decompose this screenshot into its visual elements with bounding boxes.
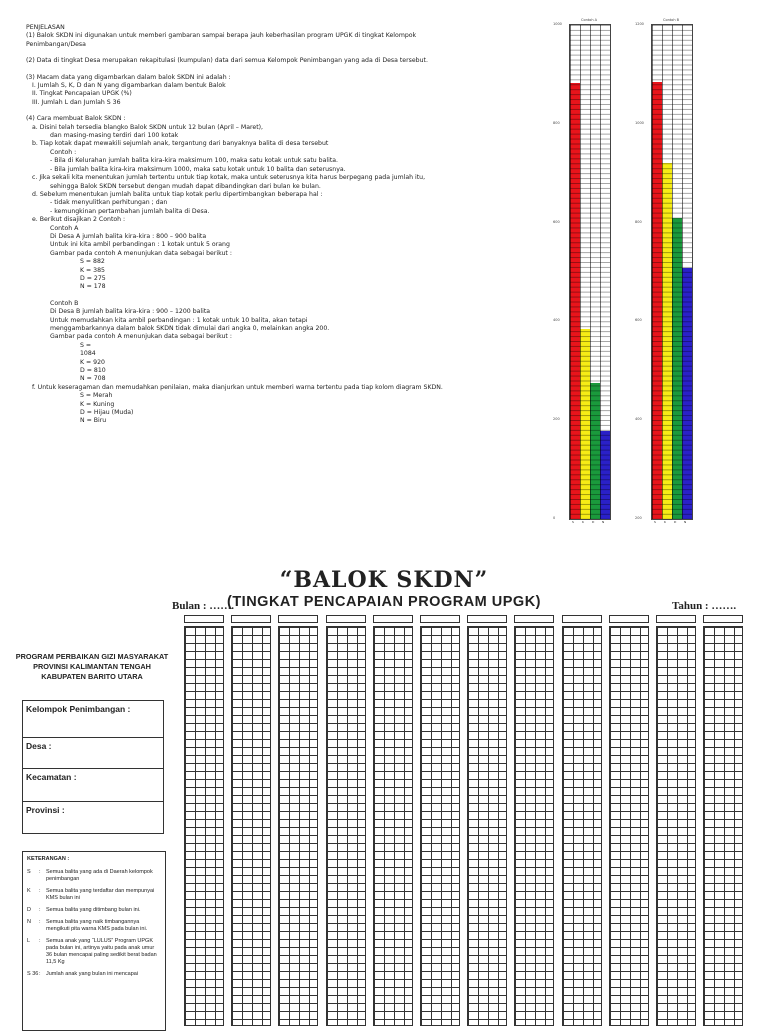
month-column[interactable]	[467, 615, 507, 1026]
penjelasan-line: (2) Data di tingkat Desa merupakan rekapitulasi (kumpulan) data dari semua Kelompok Penimbangan yang ada di Desa tersebut.	[26, 57, 428, 65]
month-column[interactable]	[609, 615, 649, 1026]
keterangan-colon: :	[39, 869, 41, 875]
chart-tick-label: 800	[553, 120, 560, 125]
month-grid[interactable]	[231, 626, 271, 1026]
month-grid[interactable]	[420, 626, 460, 1026]
org-line: KABUPATEN BARITO UTARA	[41, 672, 143, 681]
penjelasan-line	[26, 292, 541, 300]
org-line: PROGRAM PERBAIKAN GIZI MASYARAKAT	[15, 652, 169, 661]
month-header-cell[interactable]	[609, 615, 649, 623]
penjelasan-line: (3) Macam data yang digambarkan dalam balok SKDN ini adalah :	[26, 73, 231, 81]
penjelasan-line: - tidak menyulitkan perhitungan ; dan	[50, 199, 168, 207]
month-header-cell[interactable]	[562, 615, 602, 623]
chart-category-label: S	[654, 520, 656, 524]
month-grid[interactable]	[278, 626, 318, 1026]
penjelasan-line: c. Jika sekali kita menentukan jumlah tertentu untuk tiap kotak, maka untuk seterusnya kita harus berpegang pada jumlah itu,	[32, 174, 426, 182]
chart-title: Contoh A	[581, 18, 598, 22]
keterangan-key: N	[27, 919, 31, 925]
month-grid[interactable]	[326, 626, 366, 1026]
tahun-field: Tahun : …….	[672, 600, 737, 612]
org-line: PROVINSI KALIMANTAN TENGAH	[33, 662, 151, 671]
keterangan-text: Jumlah anak yang bulan ini mencapai	[46, 971, 139, 977]
penjelasan-line: Untuk memudahkan kita ambil perbandingan : 1 kotak untuk 10 balita, akan tetapi	[50, 316, 308, 324]
month-grid[interactable]	[184, 626, 224, 1026]
month-header-cell[interactable]	[231, 615, 271, 623]
penjelasan-line: - kemungkinan pertambahan jumlah balita di Desa.	[50, 207, 210, 215]
penjelasan-line: N = 708	[80, 375, 106, 383]
penjelasan-line	[26, 49, 541, 57]
penjelasan-line: S =	[80, 341, 92, 349]
contoh-a-chart	[553, 16, 613, 531]
contoh-b-chart	[635, 16, 695, 531]
penjelasan-line: dan masing-masing terdiri dari 100 kotak	[50, 132, 179, 140]
penjelasan-line: f. Untuk keseragaman dan memudahkan penilaian, maka dianjurkan untuk memberi warna tertentu pada tiap kolom diagram SKDN.	[32, 383, 443, 391]
penjelasan-line: D = Hijau (Muda)	[80, 409, 134, 417]
penjelasan-line: K = 385	[80, 266, 105, 274]
month-grid[interactable]	[703, 626, 743, 1026]
penjelasan-line: sehingga Balok SKDN tersebut dengan mudah dapat dibandingkan dari bulan ke bulan.	[50, 182, 321, 190]
penjelasan-line: d. Sebelum menentukan jumlah balita untuk tiap kotak perlu dipertimbangkan beberapa hal :	[32, 190, 323, 198]
month-grid[interactable]	[373, 626, 413, 1026]
keterangan-text: Semua balita yang ditimbang bulan ini.	[46, 907, 141, 913]
keterangan-text: Semua balita yang naik timbangannya mengikuti pita warna KMS pada bulan ini.	[46, 919, 148, 932]
chart-tick-label: 1000	[553, 22, 562, 26]
month-column[interactable]	[184, 615, 224, 1026]
month-column[interactable]	[278, 615, 318, 1026]
penjelasan-line: Gambar pada contoh A menunjukan data sebagai berikut :	[50, 249, 232, 257]
penjelasan-line: a. Disini telah tersedia blangko Balok SKDN untuk 12 bulan (April – Maret),	[32, 123, 264, 131]
penjelasan-line: Untuk ini kita ambil perbandingan : 1 kotak untuk 5 orang	[50, 241, 230, 249]
month-header-cell[interactable]	[420, 615, 460, 623]
chart-tick-label: 1200	[635, 22, 644, 26]
penjelasan-line: PENJELASAN	[26, 24, 65, 31]
month-column[interactable]	[326, 615, 366, 1026]
keterangan-key: S	[27, 869, 31, 875]
month-grid[interactable]	[514, 626, 554, 1026]
penjelasan-line: Penimbangan/Desa	[26, 40, 86, 48]
month-header-cell[interactable]	[278, 615, 318, 623]
penjelasan-line: Contoh B	[50, 299, 79, 307]
form-title: “BALOK SKDN”	[279, 567, 489, 593]
chart-tick-label: 0	[553, 516, 556, 520]
keterangan-item	[27, 919, 161, 933]
month-grid[interactable]	[562, 626, 602, 1026]
penjelasan-line	[26, 107, 541, 115]
chart-tick-label: 1000	[635, 120, 644, 125]
chart-tick-label: 400	[553, 318, 560, 323]
penjelasan-line: II. Tingkat Pencapaian UPGK (%)	[32, 90, 132, 98]
month-header-cell[interactable]	[703, 615, 743, 623]
chart-category-label: N	[684, 520, 687, 524]
chart-tick-label: 600	[635, 318, 642, 323]
keterangan-key: S 36	[27, 971, 39, 977]
keterangan-item	[27, 971, 161, 978]
month-column[interactable]	[703, 615, 743, 1026]
keterangan-item	[27, 907, 161, 914]
penjelasan-line: N = Biru	[80, 417, 107, 425]
month-column[interactable]	[373, 615, 413, 1026]
penjelasan-line: e. Berikut disajikan 2 Contoh :	[32, 216, 126, 224]
form-subtitle: (TINGKAT PENCAPAIAN PROGRAM UPGK)	[226, 594, 541, 610]
penjelasan-line: S = 882	[80, 258, 105, 266]
keterangan-item	[27, 938, 161, 966]
chart-category-label: N	[602, 520, 605, 524]
penjelasan-line: S = Merah	[80, 392, 113, 400]
penjelasan-line: b. Tiap kotak dapat mewakili sejumlah anak, tergantung dari banyaknya balita di desa tersebut	[32, 140, 329, 148]
month-header-cell[interactable]	[326, 615, 366, 623]
month-header-cell[interactable]	[184, 615, 224, 623]
month-column[interactable]	[514, 615, 554, 1026]
month-column[interactable]	[420, 615, 460, 1026]
keterangan-colon: :	[39, 888, 41, 894]
keterangan-key: K	[27, 888, 31, 894]
penjelasan-line: Di Desa B jumlah balita kira-kira : 900 – 1200 balita	[50, 308, 211, 316]
keterangan-item	[27, 869, 161, 883]
penjelasan-text	[26, 24, 541, 426]
keterangan-colon: :	[39, 938, 41, 944]
penjelasan-line: Di Desa A jumlah balita kira-kira : 800 – 900 balita	[50, 232, 207, 240]
chart-frame	[569, 24, 611, 520]
month-grid[interactable]	[609, 626, 649, 1026]
kelompok-penimbangan-field[interactable]: Kelompok Penimbangan :	[22, 700, 164, 738]
keterangan-colon: :	[39, 971, 41, 977]
chart-tick-label: 400	[635, 417, 642, 422]
keterangan-text: Semua balita yang terdaftar dan mempunyai KMS bulan ini	[46, 888, 155, 901]
chart-category-label: D	[592, 520, 595, 524]
penjelasan-line: N = 178	[80, 283, 106, 291]
penjelasan-line: 1084	[80, 350, 96, 358]
keterangan-box	[22, 851, 166, 1031]
chart-category-label: K	[664, 520, 666, 524]
penjelasan-line: - Bila di Kelurahan jumlah balita kira-kira maksimum 100, maka satu kotak untuk satu balita.	[50, 157, 339, 165]
penjelasan-line: Gambar pada contoh A menunjukan data sebagai berikut :	[50, 333, 232, 341]
chart-tick-label: 200	[635, 516, 642, 520]
month-header-cell[interactable]	[656, 615, 696, 623]
penjelasan-line: (4) Cara membuat Balok SKDN :	[26, 115, 126, 123]
month-grid[interactable]	[656, 626, 696, 1026]
penjelasan-line: K = Kuning	[80, 400, 115, 408]
month-header-cell[interactable]	[373, 615, 413, 623]
organization-heading	[6, 652, 178, 682]
kecamatan-field[interactable]: Kecamatan :	[22, 768, 164, 802]
penjelasan-line: D = 275	[80, 274, 106, 282]
keterangan-item	[27, 888, 161, 902]
month-grid[interactable]	[467, 626, 507, 1026]
penjelasan-line: menggambarkannya dalam balok SKDN tidak dimulai dari angka 0, melainkan angka 200.	[50, 325, 330, 332]
chart-grid	[652, 25, 692, 519]
chart-tick-label: 800	[635, 219, 642, 224]
penjelasan-line: - Bila jumlah balita kira-kira maksimum 1000, maka satu kotak untuk 10 balita dan seterusnya.	[50, 165, 346, 173]
chart-tick-label: 200	[553, 417, 560, 422]
penjelasan-line: K = 920	[80, 358, 105, 366]
chart-category-label: D	[674, 520, 677, 524]
chart-grid	[570, 25, 610, 519]
penjelasan-line: Contoh :	[50, 148, 77, 156]
chart-title: Contoh B	[663, 18, 680, 22]
provinsi-field[interactable]: Provinsi :	[22, 801, 164, 834]
chart-category-label: K	[582, 520, 584, 524]
month-column[interactable]	[562, 615, 602, 1026]
penjelasan-line: (1) Balok SKDN ini digunakan untuk memberi gambaran sampai berapa jauh keberhasilan program UPGK di tingkat Kelompok	[26, 32, 417, 40]
chart-category-label: S	[572, 520, 574, 524]
keterangan-key: L	[27, 938, 31, 944]
penjelasan-line: Contoh A	[50, 224, 79, 232]
desa-field[interactable]: Desa :	[22, 737, 164, 769]
chart-tick-label: 600	[553, 219, 560, 224]
keterangan-colon: :	[39, 919, 41, 925]
penjelasan-line: I. Jumlah S, K, D dan N yang digambarkan dalam bentuk Balok	[32, 82, 226, 90]
month-column[interactable]	[656, 615, 696, 1026]
month-column[interactable]	[231, 615, 271, 1026]
penjelasan-line	[26, 66, 541, 74]
keterangan-heading: KETERANGAN :	[27, 856, 70, 862]
keterangan-colon: :	[39, 907, 41, 913]
keterangan-key: D	[27, 907, 31, 913]
chart-frame	[651, 24, 693, 520]
keterangan-text: Semua balita yang ada di Daerah kelompok penimbangan	[46, 869, 153, 882]
bulan-field: Bulan : …….	[172, 600, 235, 612]
month-header-cell[interactable]	[514, 615, 554, 623]
keterangan-text: Semua anak yang “LULUS” Program UPGK pada bulan ini, artinya yaitu pada anak umur 36 bulan mencapai paling sedikit berat badan 11,5 Kg	[46, 938, 157, 965]
month-header-cell[interactable]	[467, 615, 507, 623]
penjelasan-line: III. Jumlah L dan Jumlah S 36	[32, 98, 121, 106]
penjelasan-line: D = 810	[80, 367, 106, 375]
